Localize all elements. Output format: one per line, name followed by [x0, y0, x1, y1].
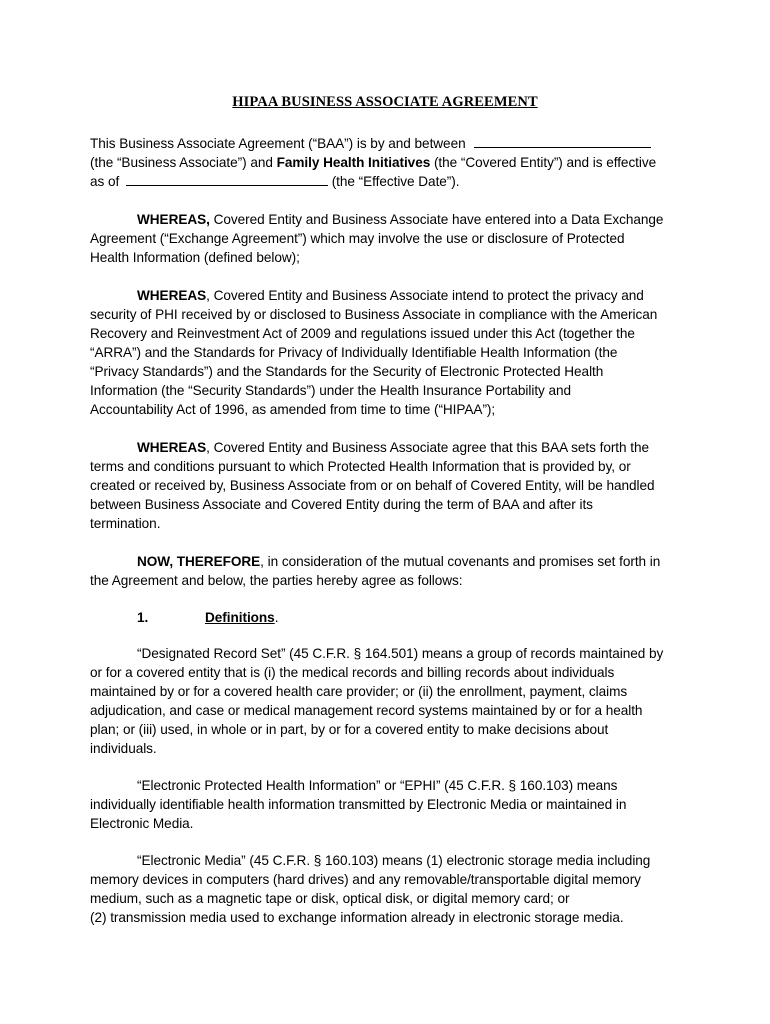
now-therefore-line-2: the Agreement and below, the parties hereby agree as follows:	[90, 573, 463, 588]
section-1-heading	[90, 608, 680, 627]
intro-line-3a: as of	[90, 174, 120, 189]
em-line-3: medium, such as a magnetic tape or disk, optical disk, or digital memory card; or	[90, 891, 570, 906]
whereas3-line-5: termination.	[90, 516, 161, 531]
now-therefore-line-1: , in consideration of the mutual covenants and promises set forth in	[260, 554, 661, 569]
section-title-period: .	[274, 610, 279, 625]
definition-designated-record-set	[90, 644, 680, 758]
whereas-paragraph-1	[90, 210, 680, 267]
whereas3-line-3: created or received by, Business Associate from or on behalf of Covered Entity, will be handled	[90, 478, 655, 493]
drs-line-1: “Designated Record Set” (45 C.F.R. § 164.501) means a group of records maintained by	[137, 646, 664, 661]
whereas2-line-1: , Covered Entity and Business Associate intend to protect the privacy and	[206, 288, 644, 303]
whereas1-line-1: Covered Entity and Business Associate have entered into a Data Exchange	[209, 212, 664, 227]
whereas1-line-2: Agreement (“Exchange Agreement”) which may involve the use or disclosure of Protected	[90, 231, 625, 246]
whereas3-line-4: between Business Associate and Covered Entity during the term of BAA and after its	[90, 497, 593, 512]
whereas2-line-3: Recovery and Reinvestment Act of 2009 and regulations issued under this Act (together the	[90, 326, 635, 341]
em-line-2: memory devices in computers (hard drives) and any removable/transportable digital memory	[90, 872, 641, 887]
whereas3-line-2: terms and conditions pursuant to which Protected Health Information that is provided by, or	[90, 459, 631, 474]
drs-line-3: maintained by or for a covered health care provider; or (ii) the enrollment, payment, claims	[90, 684, 628, 699]
party-name-blank	[474, 134, 651, 148]
whereas-paragraph-3	[90, 438, 680, 533]
now-therefore-paragraph	[90, 552, 680, 590]
intro-line-1: This Business Associate Agreement (“BAA”) is by and between	[90, 136, 466, 151]
ephi-line-1: “Electronic Protected Health Information” or “EPHI” (45 C.F.R. § 160.103) means	[137, 778, 618, 793]
whereas2-line-5: “Privacy Standards”) and the Standards for the Security of Electronic Protected Health	[90, 364, 604, 379]
ephi-line-3: Electronic Media.	[90, 816, 194, 831]
whereas2-line-4: “ARRA”) and the Standards for Privacy of Individually Identifiable Health Information (the	[90, 345, 618, 360]
em-line-1: “Electronic Media” (45 C.F.R. § 160.103) means (1) electronic storage media including	[137, 853, 651, 868]
drs-line-4: adjudication, and case or medical management record systems maintained by or for a health	[90, 703, 643, 718]
whereas-label: WHEREAS	[137, 440, 207, 455]
whereas-label: WHEREAS,	[137, 212, 210, 227]
now-therefore-label: NOW, THEREFORE	[137, 554, 261, 569]
whereas3-line-1: , Covered Entity and Business Associate agree that this BAA sets forth the	[206, 440, 650, 455]
intro-line-2b: (the “Covered Entity”) and is effective	[430, 155, 657, 170]
effective-date-blank	[126, 172, 328, 186]
section-title: Definitions	[205, 610, 275, 625]
whereas-paragraph-2	[90, 286, 680, 419]
whereas2-line-2: security of PHI received by or disclosed to Business Associate in compliance with the American	[90, 307, 658, 322]
drs-line-6: individuals.	[90, 741, 157, 756]
drs-line-5: plan; or (iii) used, in whole or in part, by or for a covered entity to make decisions about	[90, 722, 609, 737]
intro-paragraph	[90, 134, 680, 191]
whereas2-line-7: Accountability Act of 1996, as amended from time to time (“HIPAA”);	[90, 402, 496, 417]
em-line-4: (2) transmission media used to exchange information already in electronic storage media.	[90, 910, 624, 925]
whereas-label: WHEREAS	[137, 288, 207, 303]
definition-ephi	[90, 776, 680, 833]
intro-line-3b: (the “Effective Date”).	[327, 174, 460, 189]
whereas1-line-3: Health Information (defined below);	[90, 250, 300, 265]
definition-electronic-media	[90, 851, 680, 927]
whereas2-line-6: Information (the “Security Standards”) under the Health Insurance Portability and	[90, 383, 572, 398]
ephi-line-2: individually identifiable health information transmitted by Electronic Media or maintained in	[90, 797, 627, 812]
document-title: HIPAA BUSINESS ASSOCIATE AGREEMENT	[232, 94, 538, 110]
drs-line-2: or for a covered entity that is (i) the medical records and billing records about individuals	[90, 665, 615, 680]
intro-line-2a: (the “Business Associate”) and	[90, 155, 277, 170]
covered-entity-name: Family Health Initiatives	[276, 155, 431, 170]
section-number: 1.	[137, 610, 149, 625]
